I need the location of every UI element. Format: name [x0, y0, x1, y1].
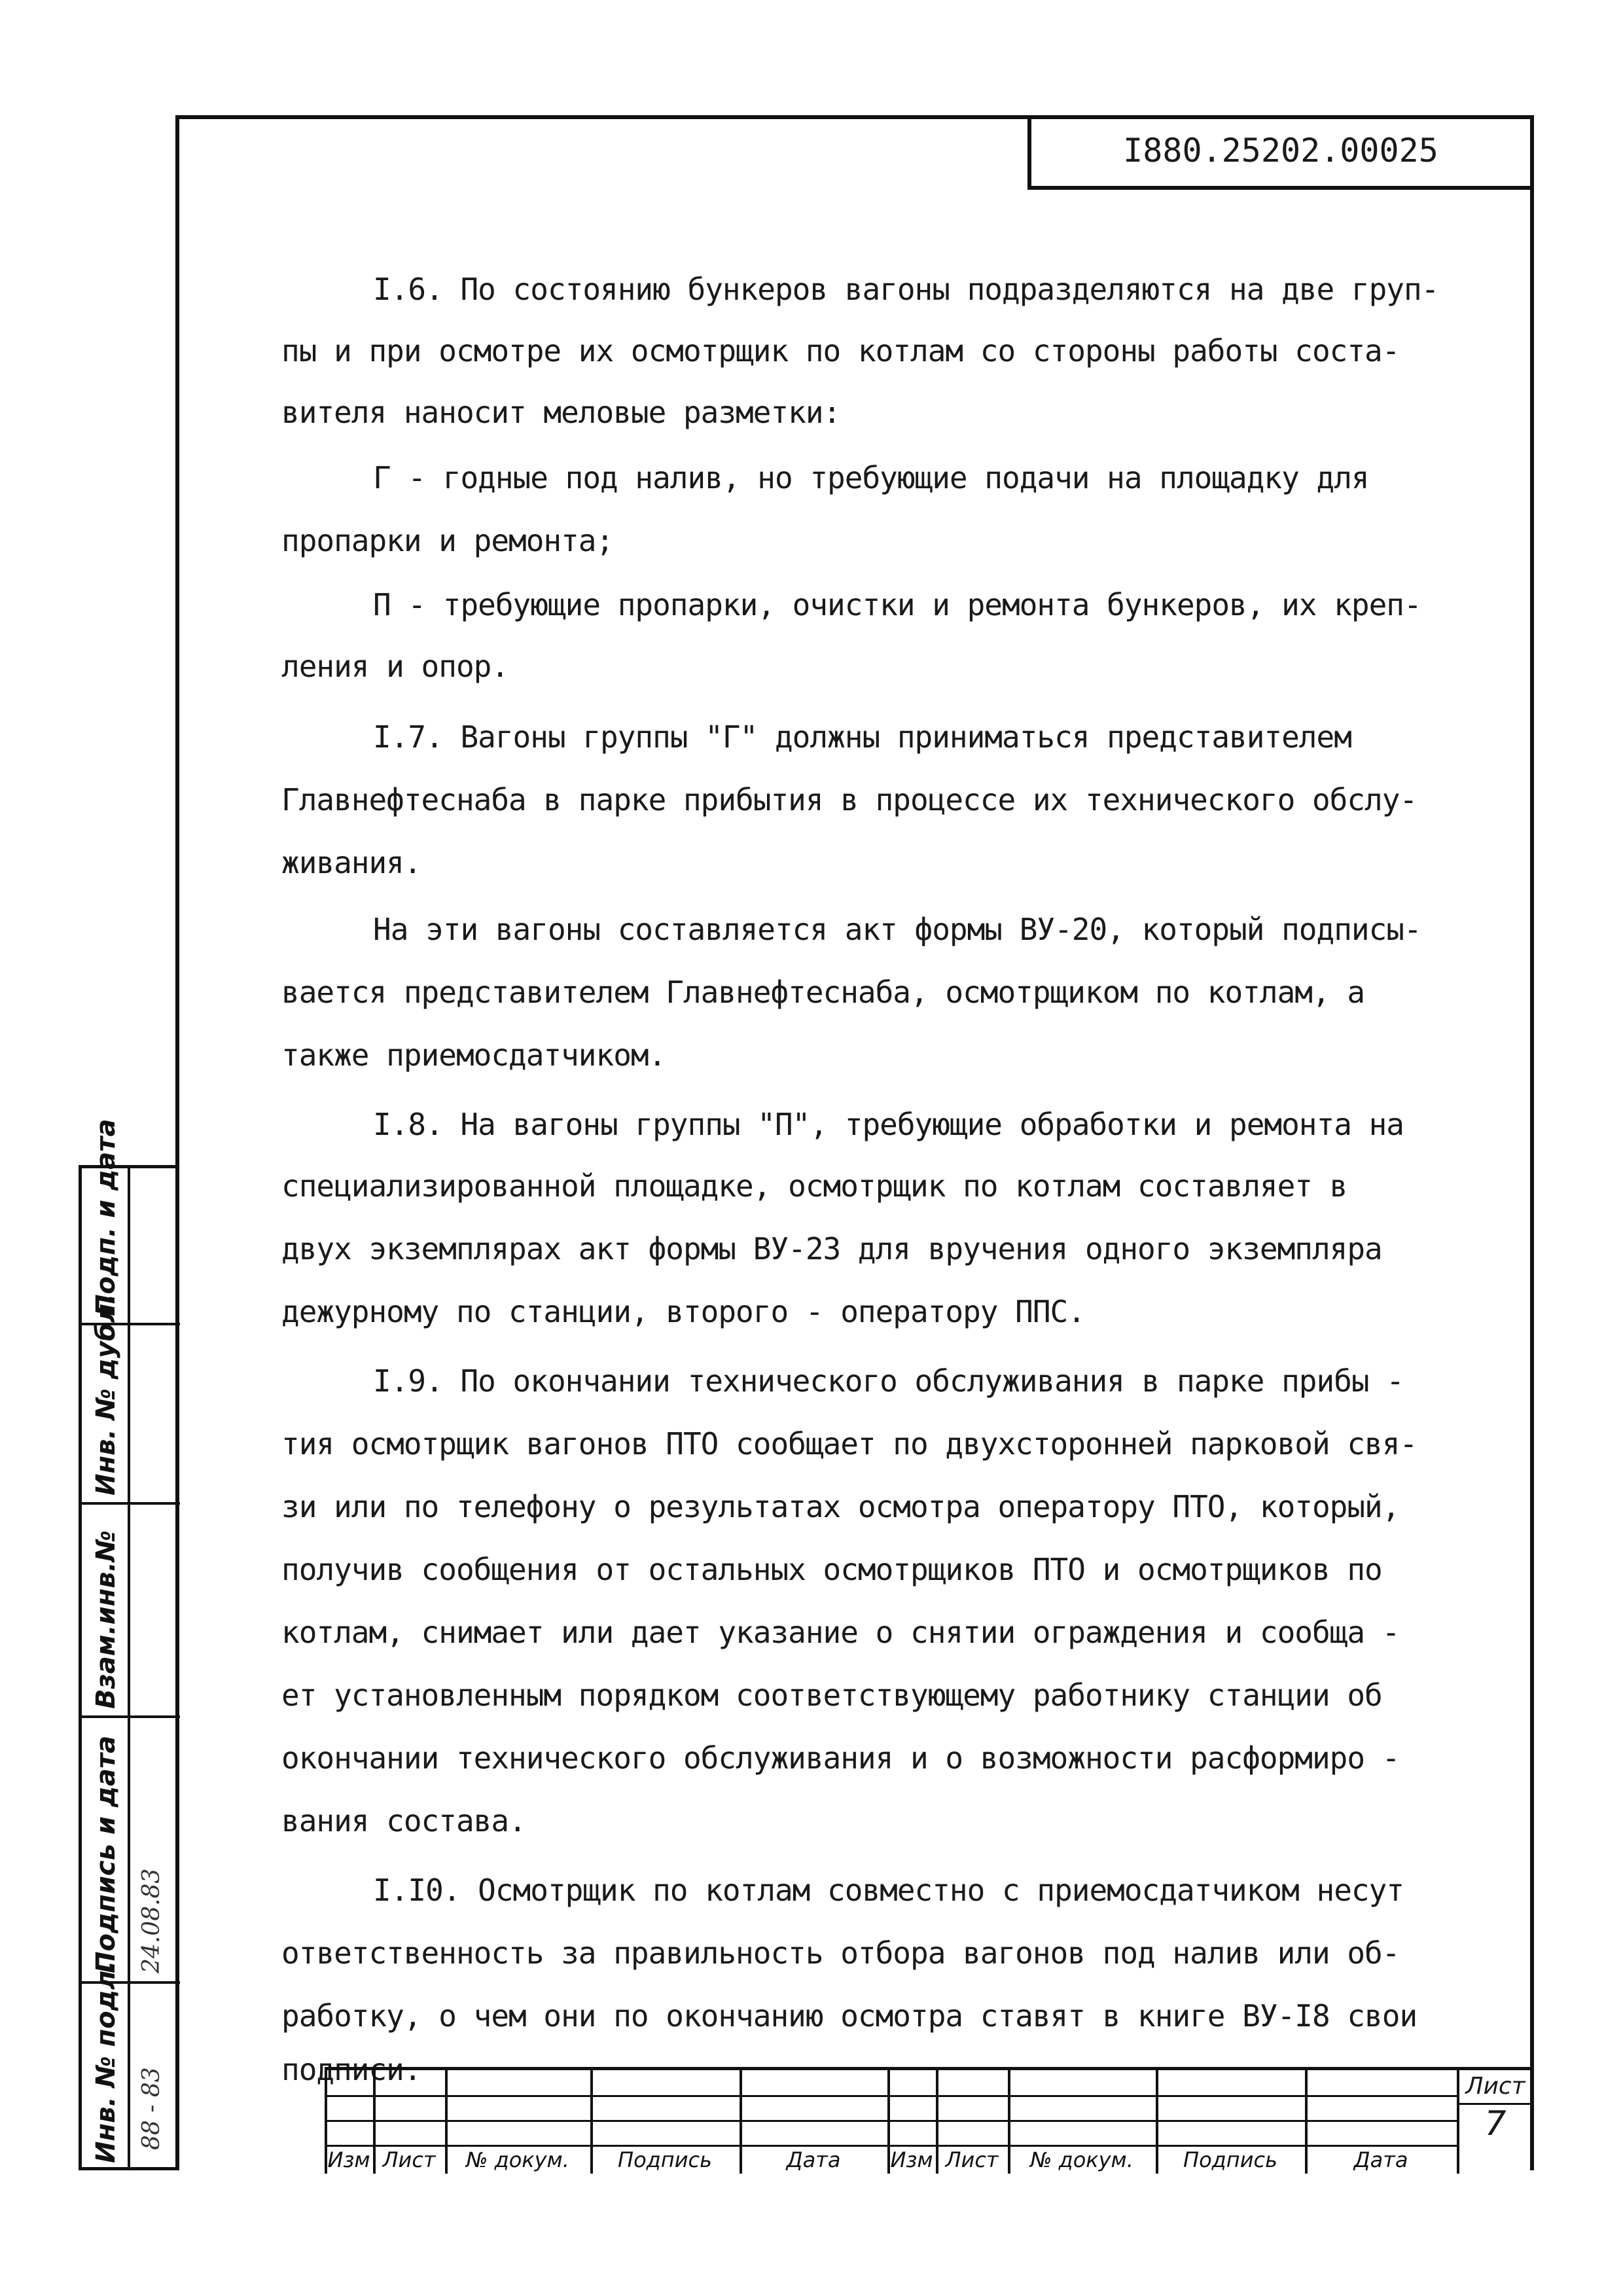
title-head-podpis: Подпись — [1183, 2147, 1277, 2172]
text-line: специализированной площадке, осмотрщик по котлам составляет в — [281, 1168, 1347, 1204]
stamp-label-inv-dubl: Инв. № дубл. — [91, 1293, 121, 1496]
text-line: I.9. По окончании технического обслуживания в парке прибы - — [373, 1363, 1404, 1399]
text-line: I.6. По состоянию бункеров вагоны подразделяются на две груп- — [373, 272, 1439, 307]
text-line: вителя наносит меловые разметки: — [281, 395, 841, 430]
title-head-dokum: № докум. — [1030, 2147, 1133, 2172]
title-head-dokum: № докум. — [466, 2147, 569, 2172]
text-line: пы и при осмотре их осмотрщик по котлам со стороны работы соста- — [281, 333, 1400, 368]
sheet-number: 7 — [1484, 2104, 1507, 2144]
text-line: вания состава. — [281, 1803, 526, 1839]
text-line: На эти вагоны составляется акт формы ВУ-20, который подписы- — [373, 912, 1421, 947]
document-code: I880.25202.00025 — [1027, 115, 1534, 190]
stamp-label-inv-podl: Инв. № подл. — [91, 1960, 121, 2163]
text-line: получив сообщения от остальных осмотрщиков ПТО и осмотрщиков по — [281, 1552, 1382, 1587]
text-line: П - требующие пропарки, очистки и ремонта бункеров, их креп- — [373, 587, 1421, 622]
title-head-izm: Изм — [327, 2147, 370, 2172]
text-line: зи или по телефону о результатах осмотра оператору ПТО, который, — [281, 1489, 1400, 1524]
title-head-list: Лист — [382, 2147, 436, 2172]
stamp-label-podpis: Подпись и дата — [91, 1735, 121, 1973]
text-line: Главнефтеснаба в парке прибытия в процессе их технического обслу- — [281, 782, 1418, 817]
text-line: Г - годные под налив, но требующие подачи на площадку для — [373, 460, 1369, 495]
text-line: I.7. Вагоны группы "Г" должны приниматься представителем — [373, 719, 1351, 755]
text-line: живания. — [281, 845, 421, 880]
title-head-data: Дата — [786, 2147, 841, 2172]
sheet-label: Лист — [1465, 2073, 1525, 2100]
text-line: пропарки и ремонта; — [281, 523, 614, 558]
title-head-izm: Изм — [890, 2147, 933, 2172]
stamp-divider — [82, 1715, 180, 1718]
text-line: ответственность за правильность отбора вагонов под налив или об- — [281, 1935, 1400, 1971]
text-line: ет установленным порядком соответствующему работнику станции об — [281, 1677, 1382, 1713]
stamp-label-podp-data: Подп. и дата — [91, 1119, 121, 1316]
text-line: подписи. — [281, 2052, 421, 2087]
text-line: двух экземплярах акт формы ВУ-23 для вручения одного экземпляра — [281, 1231, 1382, 1266]
text-line: ления и опор. — [281, 649, 509, 684]
title-head-data: Дата — [1353, 2147, 1408, 2172]
stamp-divider — [82, 1502, 180, 1505]
title-row-line — [325, 2095, 1457, 2097]
title-block — [325, 2067, 1534, 2170]
binding-stamp — [79, 1119, 177, 2170]
text-line: котлам, снимает или дает указание о снятии ограждения и сообща - — [281, 1615, 1400, 1650]
title-head-list: Лист — [945, 2147, 999, 2172]
title-head-podpis: Подпись — [618, 2147, 712, 2172]
text-line: окончании технического обслуживания и о возможности расформиро - — [281, 1740, 1400, 1776]
stamp-value-inv-podl: 88 - 83 — [138, 2067, 165, 2150]
text-line: тия осмотрщик вагонов ПТО сообщает по двухсторонней парковой свя- — [281, 1426, 1418, 1462]
text-line: дежурному по станции, второго - оператору ППС. — [281, 1294, 1085, 1329]
stamp-label-vzam: Взам.инв.№ — [91, 1530, 121, 1709]
text-line: вается представителем Главнефтеснаба, осмотрщиком по котлам, а — [281, 975, 1365, 1010]
title-row-line — [325, 2120, 1457, 2122]
text-line: I.8. На вагоны группы "П", требующие обработки и ремонта на — [373, 1107, 1404, 1142]
text-line: также приемосдатчиком. — [281, 1037, 666, 1073]
text-line: I.I0. Осмотрщик по котлам совместно с приемосдатчиком несут — [373, 1873, 1404, 1908]
text-line: работку, о чем они по окончанию осмотра ставят в книге ВУ-I8 свои — [281, 1998, 1418, 2034]
stamp-value-date: 24.08.83 — [138, 1868, 165, 1973]
